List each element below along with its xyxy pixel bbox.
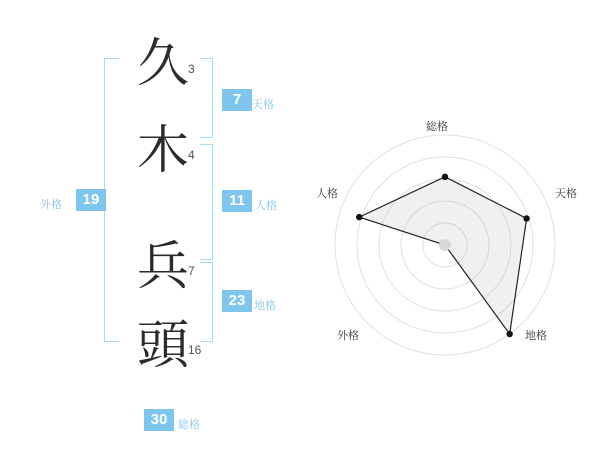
jinkaku-bracket	[200, 144, 213, 260]
tenkaku-score-label: 天格	[252, 99, 274, 111]
radar-center-dot	[439, 239, 451, 251]
kanji-strokes-4: 16	[188, 343, 202, 357]
soukaku-score-badge: 30	[144, 409, 174, 431]
kanji-char-3: 兵	[136, 237, 189, 297]
outer-score-label: 外格	[40, 199, 62, 211]
chikaku-score-label: 地格	[254, 300, 276, 312]
chikaku-bracket	[200, 262, 213, 342]
radar-axis-label-tenkaku: 天格	[555, 188, 577, 200]
kanji-char-2: 木	[136, 121, 189, 181]
radar-series-polygon	[356, 174, 530, 338]
kanji-char-4: 頭	[136, 316, 189, 376]
kanji-strokes-3: 7	[188, 264, 195, 278]
outer-bracket	[104, 58, 119, 342]
chikaku-score-badge: 23	[222, 290, 252, 312]
jinkaku-score-badge: 11	[222, 190, 252, 212]
radar-axis-label-jinkaku: 人格	[316, 188, 338, 200]
radar-axis-label-chikaku: 地格	[525, 330, 547, 342]
radar-axis-label-gaikaku: 外格	[337, 330, 359, 342]
radar-chart	[300, 95, 600, 385]
outer-score-badge: 19	[76, 189, 106, 211]
kanji-char-1: 久	[136, 34, 189, 94]
jinkaku-score-label: 人格	[255, 200, 277, 212]
soukaku-score-label: 総格	[178, 419, 200, 431]
radar-axis-label-soukaku: 総格	[426, 121, 448, 133]
kanji-strokes-2: 4	[188, 148, 195, 162]
tenkaku-bracket	[200, 58, 213, 138]
tenkaku-score-badge: 7	[222, 89, 252, 111]
kanji-strokes-1: 3	[188, 62, 195, 76]
